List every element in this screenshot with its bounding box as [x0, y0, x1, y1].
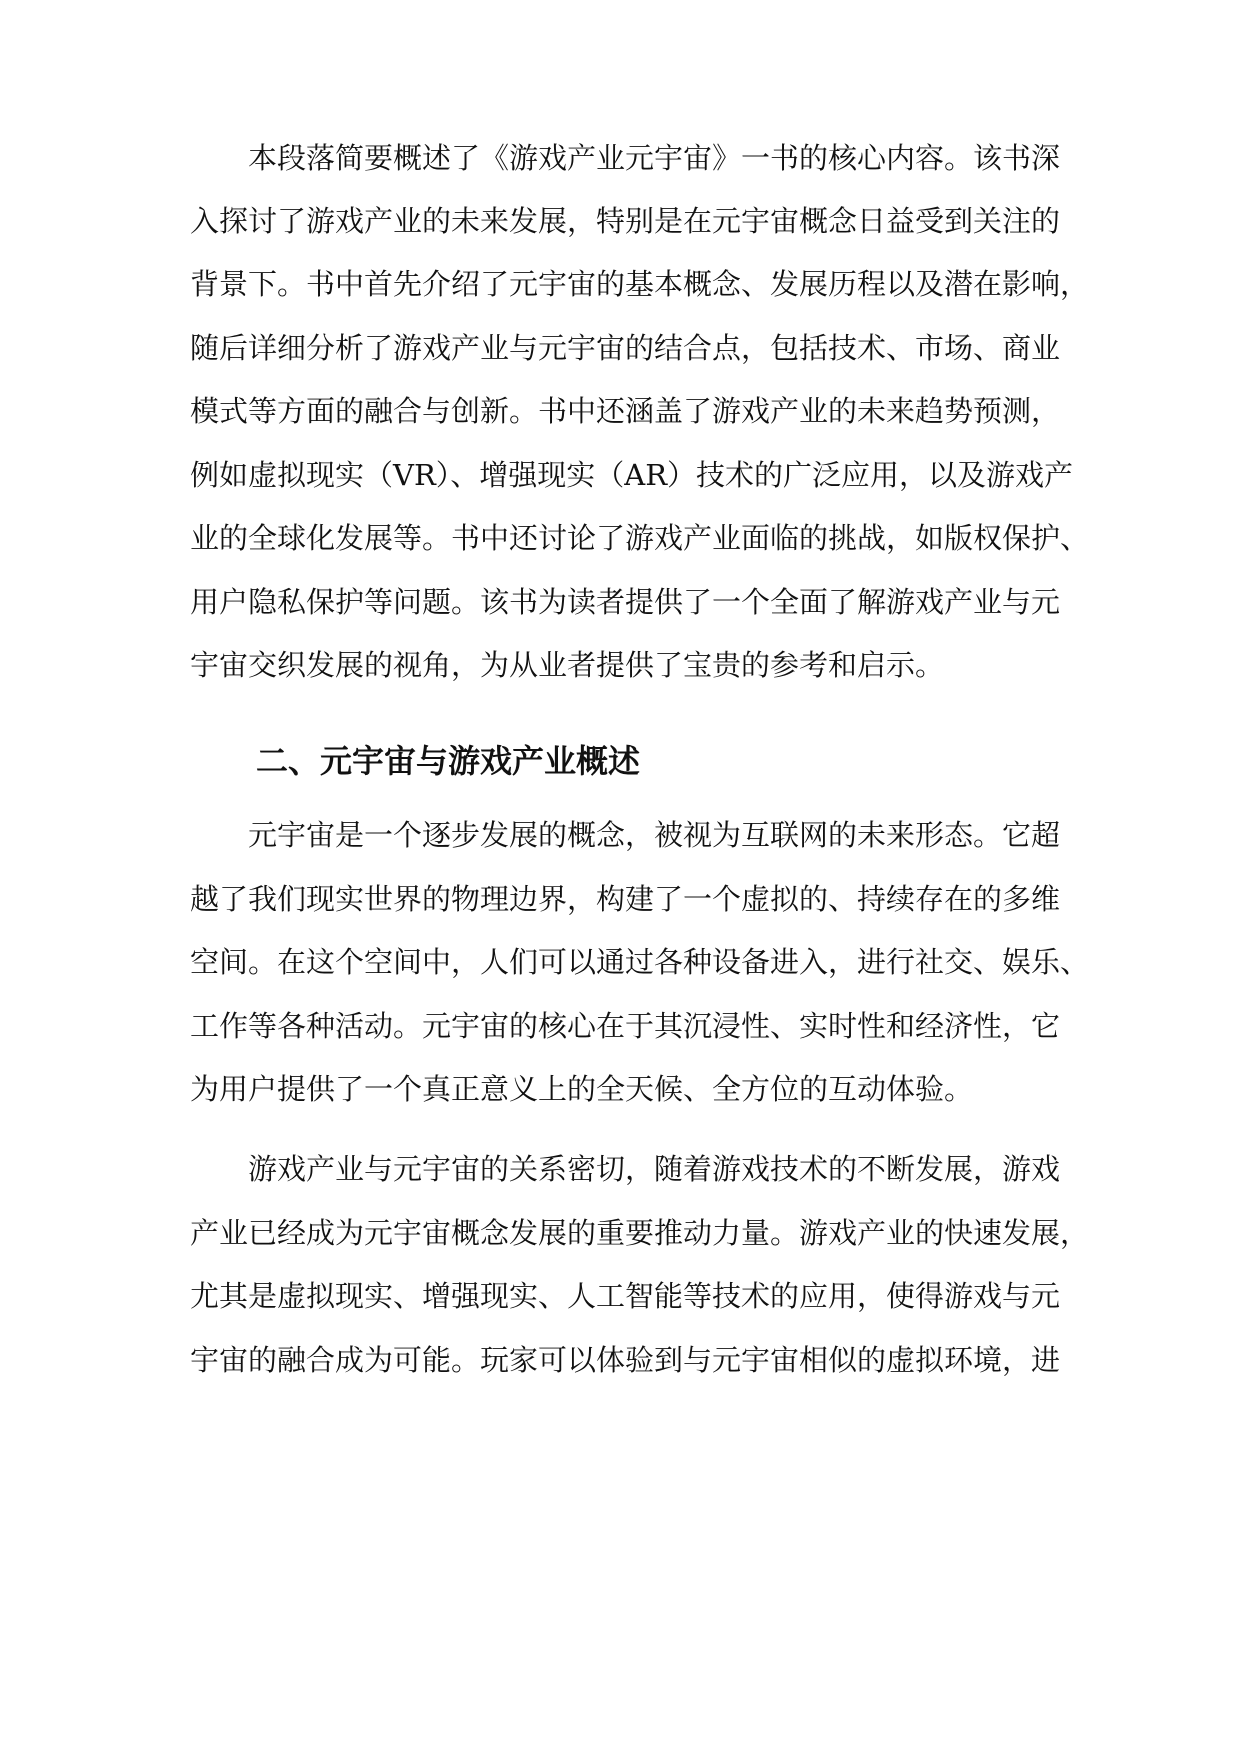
- paragraph-2-line: 元宇宙是一个逐步发展的概念，被视为互联网的未来形态。它超: [248, 818, 1061, 852]
- paragraph-1-line: 宇宙交织发展的视角，为从业者提供了宝贵的参考和启示。: [190, 648, 945, 682]
- paragraph-1-line: 业的全球化发展等。书中还讨论了游戏产业面临的挑战，如版权保护、: [190, 521, 1090, 555]
- paragraph-1-line: 背景下。书中首先介绍了元宇宙的基本概念、发展历程以及潜在影响，: [190, 267, 1090, 301]
- paragraph-2-line: 空间。在这个空间中，人们可以通过各种设备进入，进行社交、娱乐、: [190, 945, 1090, 979]
- paragraph-1-line: 本段落简要概述了《游戏产业元宇宙》一书的核心内容。该书深: [248, 141, 1061, 175]
- paragraph-3-line: 宇宙的融合成为可能。玩家可以体验到与元宇宙相似的虚拟环境，进: [190, 1343, 1061, 1377]
- paragraph-2-line: 越了我们现实世界的物理边界，构建了一个虚拟的、持续存在的多维: [190, 882, 1061, 916]
- paragraph-3-line: 游戏产业与元宇宙的关系密切，随着游戏技术的不断发展，游戏: [248, 1152, 1061, 1186]
- paragraph-3-line: 尤其是虚拟现实、增强现实、人工智能等技术的应用，使得游戏与元: [190, 1279, 1061, 1313]
- paragraph-1-line: 例如虚拟现实（VR）、增强现实（AR）技术的广泛应用，以及游戏产: [190, 458, 1074, 492]
- paragraph-1-line: 随后详细分析了游戏产业与元宇宙的结合点，包括技术、市场、商业: [190, 331, 1061, 365]
- section-heading: 二、元宇宙与游戏产业概述: [256, 742, 641, 780]
- paragraph-3-line: 产业已经成为元宇宙概念发展的重要推动力量。游戏产业的快速发展，: [190, 1216, 1090, 1250]
- paragraph-1-line: 用户隐私保护等问题。该书为读者提供了一个全面了解游戏产业与元: [190, 585, 1061, 619]
- paragraph-2-line: 工作等各种活动。元宇宙的核心在于其沉浸性、实时性和经济性，它: [190, 1009, 1061, 1043]
- paragraph-1-line: 入探讨了游戏产业的未来发展，特别是在元宇宙概念日益受到关注的: [190, 204, 1061, 238]
- paragraph-1-line: 模式等方面的融合与创新。书中还涵盖了游戏产业的未来趋势预测，: [190, 394, 1061, 428]
- paragraph-2-line: 为用户提供了一个真正意义上的全天候、全方位的互动体验。: [190, 1072, 974, 1106]
